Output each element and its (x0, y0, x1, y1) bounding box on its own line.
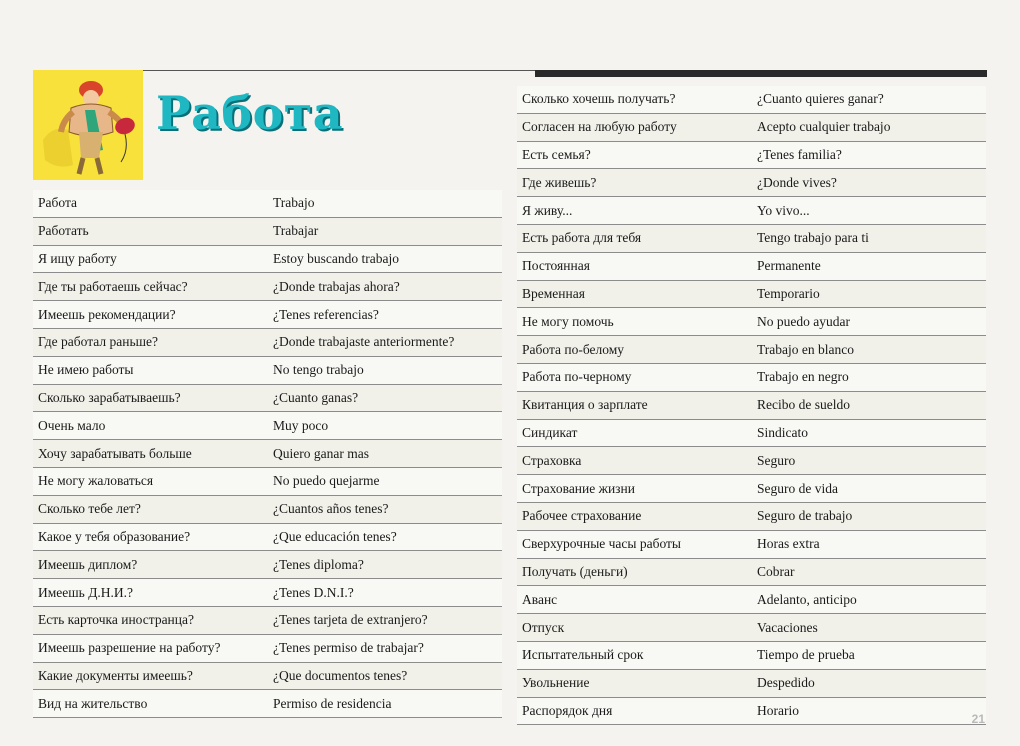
spanish-phrase: ¿Cuanto ganas? (268, 384, 502, 412)
spanish-phrase: Trabajo en blanco (752, 336, 986, 364)
spanish-phrase: Seguro (752, 447, 986, 475)
spanish-phrase: ¿Cuanto quieres ganar? (752, 86, 986, 113)
spanish-phrase: Permanente (752, 252, 986, 280)
table-row (33, 579, 502, 607)
table-row (517, 530, 986, 558)
table-row (33, 690, 502, 718)
russian-phrase: Какие документы имеешь? (33, 662, 268, 690)
spanish-phrase: Seguro de trabajo (752, 502, 986, 530)
spanish-phrase: Seguro de vida (752, 475, 986, 503)
header-rule-thick (535, 70, 987, 77)
russian-phrase: Имеешь Д.Н.И.? (33, 579, 268, 607)
russian-phrase: Не могу жаловаться (33, 467, 268, 495)
spanish-phrase: ¿Donde trabajaste anteriormente? (268, 328, 502, 356)
russian-phrase: Страхование жизни (517, 475, 752, 503)
russian-phrase: Сколько хочешь получать? (517, 86, 752, 113)
table-row (517, 586, 986, 614)
table-row (517, 252, 986, 280)
spanish-phrase: Trabajo en negro (752, 363, 986, 391)
table-row (517, 391, 986, 419)
russian-phrase: Сверхурочные часы работы (517, 530, 752, 558)
russian-phrase: Есть карточка иностранца? (33, 606, 268, 634)
russian-phrase: Сколько тебе лет? (33, 495, 268, 523)
page-number: 21 (971, 712, 985, 726)
russian-phrase: Работа (33, 190, 268, 217)
spanish-phrase: ¿Donde trabajas ahora? (268, 273, 502, 301)
russian-phrase: Временная (517, 280, 752, 308)
spanish-phrase: ¿Tenes referencias? (268, 301, 502, 329)
spanish-phrase: Permiso de residencia (268, 690, 502, 718)
russian-phrase: Синдикат (517, 419, 752, 447)
table-row (517, 113, 986, 141)
worker-illustration (33, 70, 143, 180)
russian-phrase: Имеешь рекомендации? (33, 301, 268, 329)
spanish-phrase: ¿Tenes diploma? (268, 551, 502, 579)
table-row (517, 86, 986, 113)
spanish-phrase: Sindicato (752, 419, 986, 447)
russian-phrase: Увольнение (517, 669, 752, 697)
spanish-phrase: Horario (752, 697, 986, 725)
spanish-phrase: Muy poco (268, 412, 502, 440)
spanish-phrase: No puedo ayudar (752, 308, 986, 336)
russian-phrase: Я живу... (517, 197, 752, 225)
russian-phrase: Хочу зарабатывать больше (33, 440, 268, 468)
table-row (33, 190, 502, 217)
table-row (33, 217, 502, 245)
table-row (33, 273, 502, 301)
table-row (33, 495, 502, 523)
table-row (33, 245, 502, 273)
table-row (33, 606, 502, 634)
spanish-phrase: Trabajo (268, 190, 502, 217)
russian-phrase: Постоянная (517, 252, 752, 280)
russian-phrase: Квитанция о зарплате (517, 391, 752, 419)
russian-phrase: Отпуск (517, 614, 752, 642)
table-row (33, 412, 502, 440)
russian-phrase: Где ты работаешь сейчас? (33, 273, 268, 301)
spanish-phrase: Vacaciones (752, 614, 986, 642)
table-row (517, 558, 986, 586)
russian-phrase: Работа по-черному (517, 363, 752, 391)
spanish-phrase: Temporario (752, 280, 986, 308)
russian-phrase: Вид на жительство (33, 690, 268, 718)
spanish-phrase: Yo vivo... (752, 197, 986, 225)
page-title: Работа (156, 86, 344, 140)
spanish-phrase: Cobrar (752, 558, 986, 586)
russian-phrase: Где работал раньше? (33, 328, 268, 356)
spanish-phrase: No puedo quejarme (268, 467, 502, 495)
spanish-phrase: Trabajar (268, 217, 502, 245)
table-row (517, 502, 986, 530)
table-row (33, 523, 502, 551)
table-row (33, 440, 502, 468)
table-row (517, 363, 986, 391)
table-row (517, 141, 986, 169)
russian-phrase: Получать (деньги) (517, 558, 752, 586)
spanish-phrase: ¿Cuantos años tenes? (268, 495, 502, 523)
spanish-phrase: ¿Donde vives? (752, 169, 986, 197)
spanish-phrase: ¿Tenes tarjeta de extranjero? (268, 606, 502, 634)
spanish-phrase: ¿Que documentos tenes? (268, 662, 502, 690)
russian-phrase: Имеешь диплом? (33, 551, 268, 579)
spanish-phrase: Quiero ganar mas (268, 440, 502, 468)
table-row (517, 308, 986, 336)
table-row (517, 475, 986, 503)
table-row (517, 447, 986, 475)
spanish-phrase: Adelanto, anticipo (752, 586, 986, 614)
spanish-phrase: Tengo trabajo para ti (752, 224, 986, 252)
table-row (517, 419, 986, 447)
spanish-phrase: ¿Tenes permiso de trabajar? (268, 634, 502, 662)
table-row (517, 641, 986, 669)
worker-clipart-icon (33, 70, 143, 180)
table-row (517, 614, 986, 642)
spanish-phrase: ¿Tenes familia? (752, 141, 986, 169)
table-row (33, 662, 502, 690)
spanish-phrase: Acepto cualquier trabajo (752, 113, 986, 141)
russian-phrase: Есть семья? (517, 141, 752, 169)
table-row (517, 669, 986, 697)
table-row (517, 169, 986, 197)
table-row (33, 356, 502, 384)
spanish-phrase: Estoy buscando trabajo (268, 245, 502, 273)
russian-phrase: Какое у тебя образование? (33, 523, 268, 551)
spanish-phrase: Recibo de sueldo (752, 391, 986, 419)
spanish-phrase: ¿Que educación tenes? (268, 523, 502, 551)
russian-phrase: Согласен на любую работу (517, 113, 752, 141)
table-row (517, 697, 986, 725)
russian-phrase: Очень мало (33, 412, 268, 440)
right-vocab-table (517, 86, 986, 725)
russian-phrase: Где живешь? (517, 169, 752, 197)
russian-phrase: Распорядок дня (517, 697, 752, 725)
spanish-phrase: Despedido (752, 669, 986, 697)
russian-phrase: Сколько зарабатываешь? (33, 384, 268, 412)
spanish-phrase: ¿Tenes D.N.I.? (268, 579, 502, 607)
russian-phrase: Работать (33, 217, 268, 245)
table-row (517, 197, 986, 225)
russian-phrase: Испытательный срок (517, 641, 752, 669)
header-rule-thin (143, 70, 535, 71)
russian-phrase: Работа по-белому (517, 336, 752, 364)
table-row (33, 467, 502, 495)
russian-phrase: Рабочее страхование (517, 502, 752, 530)
table-row (517, 336, 986, 364)
table-row (517, 280, 986, 308)
russian-phrase: Страховка (517, 447, 752, 475)
russian-phrase: Не могу помочь (517, 308, 752, 336)
table-row (33, 328, 502, 356)
table-row (33, 634, 502, 662)
russian-phrase: Не имею работы (33, 356, 268, 384)
spanish-phrase: Horas extra (752, 530, 986, 558)
table-row (33, 551, 502, 579)
russian-phrase: Я ищу работу (33, 245, 268, 273)
russian-phrase: Имеешь разрешение на работу? (33, 634, 268, 662)
spanish-phrase: No tengo trabajo (268, 356, 502, 384)
spanish-phrase: Tiempo de prueba (752, 641, 986, 669)
russian-phrase: Аванс (517, 586, 752, 614)
table-row (33, 301, 502, 329)
russian-phrase: Есть работа для тебя (517, 224, 752, 252)
table-row (517, 224, 986, 252)
table-row (33, 384, 502, 412)
left-vocab-table (33, 190, 502, 718)
